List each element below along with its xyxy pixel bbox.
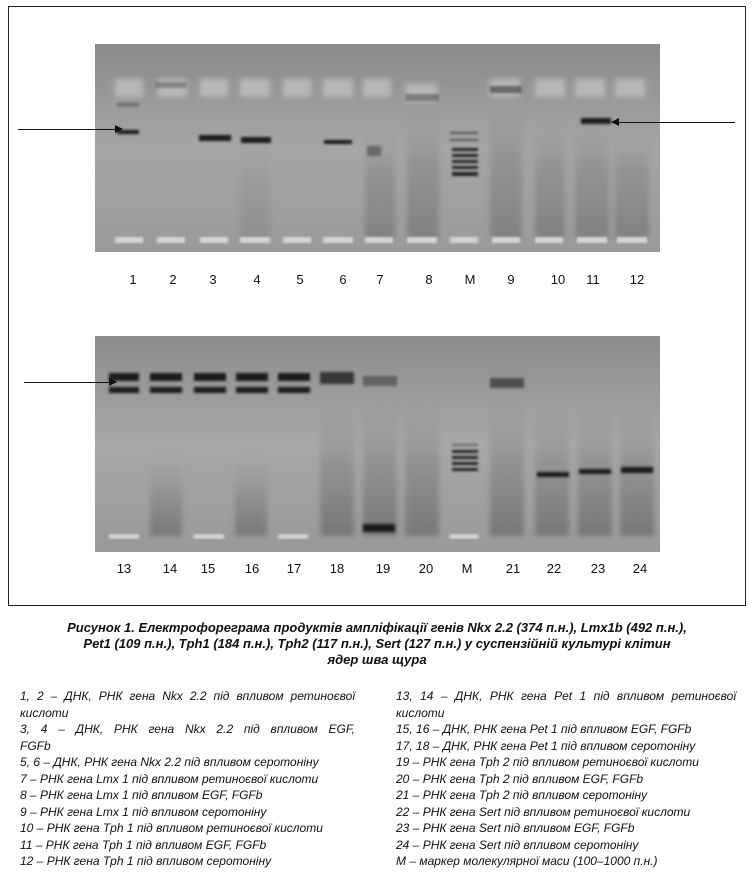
legend-item: 15, 16 – ДНК, РНК гена Pet 1 під впливом EGF, FGFb (396, 722, 692, 736)
legend-item: 3, 4 – ДНК, РНК гена Nkx 2.2 під впливом EGF, (20, 722, 355, 736)
caption-line-2: Pet1 (109 п.н.), Tph1 (184 п.н.), Tph2 (117 п.н.), Sert (127 п.н.) у суспензійній культурі клітин (83, 636, 671, 651)
arrow-left-bottom (24, 382, 116, 383)
legend-item: 8 – РНК гена Lmx 1 під впливом EGF, FGFb (20, 788, 263, 802)
lane-label: 18 (329, 561, 345, 576)
lane-label: 4 (253, 272, 261, 287)
legend-item: 1, 2 – ДНК, РНК гена Nkx 2.2 під впливом ретиноєвої (20, 689, 355, 703)
lane-label: 10 (550, 272, 566, 287)
lane-label: 6 (339, 272, 347, 287)
lane-label: 23 (590, 561, 606, 576)
legend-item: 22 – РНК гена Sert під впливом ретиноєвої кислоти (396, 804, 691, 819)
lane-label: 11 (586, 272, 600, 287)
legend-item: 9 – РНК гена Lmx 1 під впливом серотоніну (20, 804, 267, 819)
lane-label: 21 (505, 561, 521, 576)
lane-label: 13 (116, 561, 132, 576)
lane-label: 20 (418, 561, 434, 576)
lane-label: 8 (425, 272, 433, 287)
legend-item: 17, 18 – ДНК, РНК гена Pet 1 під впливом серотоніну (396, 738, 696, 753)
lane-label: 7 (376, 272, 384, 287)
legend-item: М – маркер молекулярної маси (100–1000 п.н.) (396, 854, 658, 868)
legend-item: 12 – РНК гена Tph 1 під впливом серотоніну (20, 854, 272, 868)
legend-item: 24 – РНК гена Sert під впливом серотоніну (396, 837, 639, 852)
legend-item: 23 – РНК гена Sert під впливом EGF, FGFb (396, 821, 635, 835)
legend-item: 5, 6 – ДНК, РНК гена Nkx 2.2 під впливом серотоніну (20, 755, 319, 769)
legend-item: 13, 14 – ДНК, РНК гена Pet 1 під впливом ретиноєвої (396, 689, 736, 703)
gel-image-bottom (95, 336, 660, 552)
lane-label: 3 (209, 272, 217, 287)
caption-line-3: ядер шва щура (327, 652, 427, 667)
legend-item: 19 – РНК гена Tph 2 під впливом ретиноєвої кислоти (396, 755, 699, 769)
lane-label: 15 (200, 561, 216, 576)
legend-item: 20 – РНК гена Tph 2 під впливом EGF, FGFb (396, 771, 644, 786)
figure-caption (20, 620, 734, 668)
lane-label: 1 (129, 272, 137, 287)
legend-item-continuation: кислоти (20, 705, 69, 720)
lane-label: 17 (286, 561, 302, 576)
caption-line-1: Рисунок 1. Електрофореграма продуктів ампліфікації генів Nkx 2.2 (374 п.н.), Lmx1b (492 п.н.), (67, 620, 687, 635)
legend-item: 10 – РНК гена Tph 1 під впливом ретиноєвої кислоти (20, 821, 323, 835)
lane-label: 16 (244, 561, 260, 576)
lane-label: M (464, 272, 476, 287)
arrowhead-icon (109, 378, 117, 386)
legend-left-column (20, 688, 355, 870)
lane-label: 22 (546, 561, 562, 576)
arrowhead-icon (611, 118, 619, 126)
legend-right-column (396, 688, 736, 870)
lane-label: 19 (375, 561, 391, 576)
arrow-right-top (612, 122, 735, 123)
lane-label: 24 (632, 561, 648, 576)
legend-item: 7 – РНК гена Lmx 1 під впливом ретиноєвої кислоти (20, 771, 319, 786)
lane-label: 12 (629, 272, 645, 287)
legend-item: 11 – РНК гена Tph 1 під впливом EGF, FGFb (20, 837, 267, 852)
lane-label: 14 (162, 561, 178, 576)
legend-item: 21 – РНК гена Tph 2 під впливом серотоніну (396, 788, 648, 802)
arrow-left-top (18, 129, 122, 130)
gel-image-top (95, 44, 660, 252)
lane-label: M (461, 561, 473, 576)
legend-item-continuation: кислоти (396, 705, 445, 720)
legend-item-continuation: FGFb (20, 738, 51, 753)
lane-label: 2 (169, 272, 177, 287)
arrowhead-icon (115, 125, 123, 133)
lane-label: 9 (507, 272, 515, 287)
lane-label: 5 (296, 272, 304, 287)
